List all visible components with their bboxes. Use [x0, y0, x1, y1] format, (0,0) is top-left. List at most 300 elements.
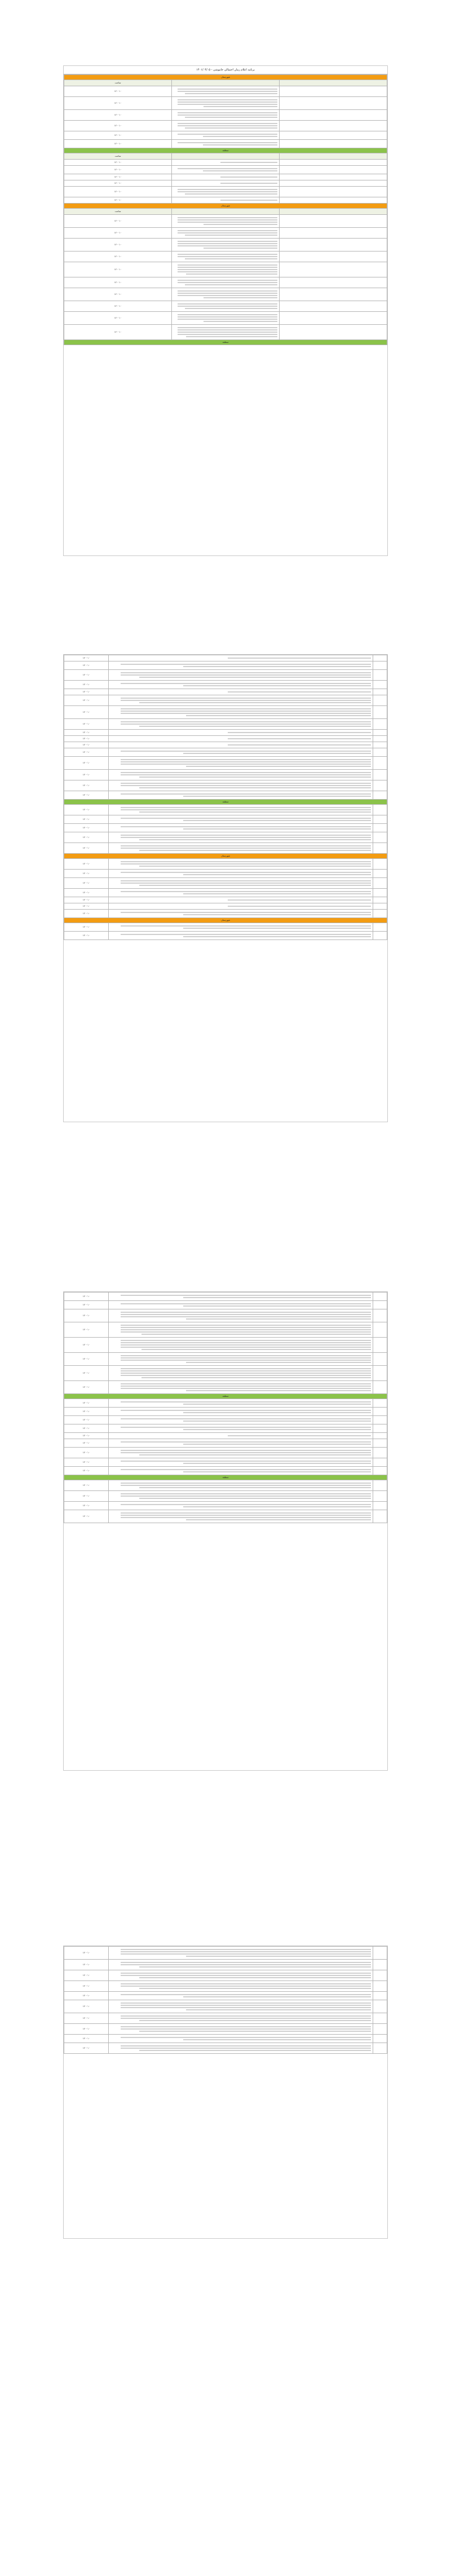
text-line	[183, 936, 371, 937]
text-line	[121, 1383, 371, 1384]
text-line	[183, 1506, 371, 1507]
col-number	[280, 80, 387, 86]
text-line	[121, 713, 371, 714]
section-header	[64, 800, 387, 805]
text-line	[121, 774, 371, 775]
row-area-text	[109, 878, 373, 889]
row-area-text	[172, 140, 280, 148]
row-time: ۱۰ - ۱۲	[64, 1448, 109, 1458]
text-line	[178, 245, 277, 246]
row-area-text	[109, 832, 373, 843]
text-line	[183, 753, 371, 754]
table-row	[64, 1510, 387, 1523]
row-area-text	[109, 1970, 373, 1981]
row-number	[373, 1947, 387, 1960]
row-time: ۱۰ - ۱۲	[64, 736, 109, 742]
text-line	[121, 1342, 371, 1343]
section-header	[64, 148, 387, 153]
text-line	[121, 883, 371, 884]
text-line	[220, 177, 277, 178]
row-time: ۱۰ - ۱۲	[64, 719, 109, 730]
row-area-text	[109, 805, 373, 815]
row-time: ۱۰ - ۱۲	[64, 1491, 109, 1502]
row-number	[373, 1381, 387, 1394]
table-row	[64, 1448, 387, 1458]
row-number	[280, 160, 387, 166]
text-line	[178, 280, 277, 281]
row-time: ۱۰ - ۱۲	[64, 174, 172, 180]
row-number	[280, 86, 387, 97]
text-line	[121, 1504, 371, 1505]
text-line	[139, 1487, 371, 1488]
table-row	[64, 187, 387, 197]
row-time: ۱۰ - ۱۲	[64, 780, 109, 791]
row-number	[280, 121, 387, 131]
text-line	[121, 1316, 371, 1317]
row-time: ۱۰ - ۱۲	[64, 1301, 109, 1309]
row-time: ۱۰ - ۱۲	[64, 695, 109, 706]
text-line	[178, 293, 277, 294]
table-row	[64, 301, 387, 312]
row-number	[373, 1992, 387, 2000]
table-row	[64, 277, 387, 288]
row-time: ۱۰ - ۱۲	[64, 1424, 109, 1433]
row-area-text	[109, 730, 373, 736]
text-line	[183, 1996, 371, 1997]
row-number	[373, 1399, 387, 1408]
text-line	[178, 99, 277, 100]
document-page-3	[63, 1291, 388, 1771]
row-time: ۱۰ - ۱۲	[64, 1992, 109, 2000]
row-area-text	[172, 197, 280, 204]
row-area-text	[172, 86, 280, 97]
text-line	[183, 666, 371, 667]
document-page-4	[63, 1946, 388, 2239]
table-row	[64, 730, 387, 736]
text-line	[178, 271, 277, 272]
row-area-text	[109, 670, 373, 681]
row-number	[373, 1366, 387, 1381]
text-line	[139, 702, 371, 703]
text-line	[178, 191, 277, 192]
text-line	[178, 89, 277, 90]
text-line	[228, 691, 371, 692]
section-header	[64, 340, 387, 345]
row-number	[280, 325, 387, 340]
text-line	[121, 818, 371, 819]
section-label: شهرستان	[64, 75, 387, 80]
table-row	[64, 1322, 387, 1338]
table-row	[64, 160, 387, 166]
text-line	[183, 1471, 371, 1472]
row-time: ۱۰ - ۱۲	[64, 655, 109, 661]
row-number	[280, 228, 387, 239]
text-line	[121, 1295, 371, 1296]
text-line	[121, 2002, 371, 2004]
text-line	[121, 891, 371, 892]
row-number	[280, 301, 387, 312]
text-line	[183, 874, 371, 875]
text-line	[121, 1515, 371, 1516]
text-line	[183, 1444, 371, 1445]
table-row	[64, 757, 387, 770]
text-line	[121, 872, 371, 873]
row-area-text	[172, 166, 280, 174]
table-row	[64, 2024, 387, 2035]
table-row	[64, 870, 387, 878]
row-time: ۱۰ - ۱۲	[64, 791, 109, 800]
document-page-2	[63, 654, 388, 1122]
text-line	[121, 880, 371, 881]
text-line	[183, 1463, 371, 1464]
row-number	[373, 889, 387, 897]
text-line	[186, 1390, 371, 1391]
text-line	[228, 658, 371, 659]
text-line	[178, 267, 277, 268]
row-number	[373, 655, 387, 661]
table-row	[64, 2043, 387, 2054]
table-row	[64, 780, 387, 791]
text-line	[121, 809, 371, 810]
text-line	[186, 766, 371, 767]
document-title: برنامه اعلام زمان احتمالی خاموشی - ۱۴۰۱/۰۴/۰۵	[64, 66, 387, 74]
row-time: ۱۰ - ۱۲	[64, 131, 172, 140]
row-area-text	[109, 923, 373, 932]
text-line	[121, 1314, 371, 1315]
row-area-text	[109, 1491, 373, 1502]
text-line	[121, 1973, 371, 1974]
text-line	[228, 906, 371, 907]
row-number	[373, 878, 387, 889]
text-line	[121, 1401, 371, 1402]
text-line	[183, 796, 371, 797]
text-line	[121, 721, 371, 722]
row-number	[373, 719, 387, 730]
text-line	[186, 1956, 371, 1957]
table-row	[64, 1960, 387, 1970]
table-row	[64, 166, 387, 174]
text-line	[121, 835, 371, 836]
table-row	[64, 180, 387, 187]
table-row	[64, 121, 387, 131]
text-line	[139, 1988, 371, 1989]
text-line	[139, 839, 371, 840]
row-area-text	[109, 681, 373, 689]
row-time: ۱۰ - ۱۲	[64, 870, 109, 878]
table-row	[64, 748, 387, 757]
text-line	[121, 1357, 371, 1358]
row-area-text	[172, 187, 280, 197]
text-line	[183, 2039, 371, 2040]
table-row	[64, 910, 387, 918]
section-label: شهرستان	[64, 854, 387, 859]
row-time: ۱۰ - ۱۲	[64, 312, 172, 325]
row-number	[373, 859, 387, 870]
row-time: ۱۰ - ۱۲	[64, 1467, 109, 1475]
row-area-text	[109, 736, 373, 742]
text-line	[121, 861, 371, 862]
text-line	[121, 724, 371, 725]
text-line	[178, 264, 277, 266]
text-line	[121, 1949, 371, 1950]
row-time: ۱۰ - ۱۲	[64, 97, 172, 110]
text-line	[203, 136, 277, 137]
row-area-text	[109, 1448, 373, 1458]
table-row	[64, 1491, 387, 1502]
col-time: ساعت	[64, 80, 172, 86]
outage-table	[64, 74, 387, 345]
text-line	[203, 144, 277, 145]
row-area-text	[172, 301, 280, 312]
row-area-text	[109, 719, 373, 730]
row-number	[280, 239, 387, 252]
table-row	[64, 859, 387, 870]
row-number	[373, 748, 387, 757]
text-line	[121, 751, 371, 752]
text-line	[178, 123, 277, 124]
text-line	[183, 685, 371, 686]
table-row	[64, 1338, 387, 1353]
row-area-text	[109, 1480, 373, 1491]
text-line	[139, 787, 371, 788]
text-line	[139, 726, 371, 727]
text-line	[183, 1421, 371, 1422]
text-line	[121, 1496, 371, 1497]
row-area-text	[109, 910, 373, 918]
row-area-text	[109, 1458, 373, 1467]
text-line	[121, 1418, 371, 1419]
row-number	[373, 1491, 387, 1502]
row-number	[373, 832, 387, 843]
row-number	[373, 757, 387, 770]
table-row	[64, 1293, 387, 1301]
table-row	[64, 706, 387, 719]
row-number	[280, 288, 387, 301]
row-area-text	[109, 2035, 373, 2043]
table-row	[64, 1970, 387, 1981]
row-number	[373, 1458, 387, 1467]
row-area-text	[109, 897, 373, 903]
row-area-text	[109, 1981, 373, 1992]
table-row	[64, 897, 387, 903]
row-number	[373, 695, 387, 706]
row-number	[373, 736, 387, 742]
text-line	[121, 1388, 371, 1389]
text-line	[121, 772, 371, 773]
row-number	[373, 843, 387, 854]
section-header	[64, 204, 387, 209]
row-time: ۱۰ - ۱۲	[64, 910, 109, 918]
table-row	[64, 174, 387, 180]
row-area-text	[109, 689, 373, 695]
text-line	[178, 254, 277, 255]
row-time: ۱۰ - ۱۲	[64, 2035, 109, 2043]
text-line	[121, 793, 371, 795]
section-header	[64, 918, 387, 923]
text-line	[228, 744, 371, 746]
row-area-text	[109, 695, 373, 706]
row-time: ۱۰ - ۱۲	[64, 742, 109, 748]
text-line	[121, 1485, 371, 1486]
column-header-row	[64, 209, 387, 215]
table-row	[64, 1981, 387, 1992]
text-line	[178, 316, 277, 317]
text-line	[186, 336, 277, 337]
col-number	[280, 153, 387, 160]
row-time: ۱۰ - ۱۲	[64, 923, 109, 932]
text-line	[178, 329, 277, 330]
text-line	[142, 1377, 371, 1378]
text-line	[121, 845, 371, 846]
row-area-text	[172, 228, 280, 239]
text-line	[139, 885, 371, 886]
text-line	[183, 1297, 371, 1298]
row-number	[373, 870, 387, 878]
row-area-text	[109, 1424, 373, 1433]
row-number	[373, 780, 387, 791]
table-row	[64, 312, 387, 325]
row-number	[373, 923, 387, 932]
table-row	[64, 932, 387, 940]
text-line	[121, 1368, 371, 1369]
row-time: ۱۰ - ۱۲	[64, 197, 172, 204]
text-line	[121, 1953, 371, 1955]
row-area-text	[109, 706, 373, 719]
text-line	[178, 334, 277, 335]
row-number	[373, 2043, 387, 2054]
row-area-text	[109, 1433, 373, 1439]
text-line	[178, 219, 277, 220]
text-line	[121, 1512, 371, 1514]
text-line	[121, 1373, 371, 1374]
row-number	[373, 730, 387, 736]
text-line	[121, 2018, 371, 2019]
row-time: ۱۰ - ۱۲	[64, 661, 109, 670]
text-line	[183, 893, 371, 894]
text-line	[121, 1951, 371, 1952]
text-line	[186, 2009, 371, 2010]
row-time: ۱۰ - ۱۲	[64, 1293, 109, 1301]
row-area-text	[109, 859, 373, 870]
row-number	[373, 910, 387, 918]
table-row	[64, 1309, 387, 1322]
text-line	[186, 1362, 371, 1363]
table-row	[64, 2035, 387, 2043]
text-line	[178, 306, 277, 307]
row-time: ۱۰ - ۱۲	[64, 757, 109, 770]
row-time: ۱۰ - ۱۲	[64, 878, 109, 889]
table-row	[64, 815, 387, 824]
text-line	[178, 319, 277, 320]
section-label: شهرستان	[64, 918, 387, 923]
row-number	[373, 815, 387, 824]
text-line	[183, 820, 371, 821]
text-line	[183, 914, 371, 915]
text-line	[121, 1347, 371, 1348]
row-area-text	[109, 1309, 373, 1322]
section-header	[64, 1394, 387, 1399]
table-row	[64, 923, 387, 932]
row-time: ۱۰ - ۱۲	[64, 325, 172, 340]
row-time: ۱۰ - ۱۲	[64, 2043, 109, 2054]
table-row	[64, 1424, 387, 1433]
row-time: ۱۰ - ۱۲	[64, 889, 109, 897]
text-line	[121, 711, 371, 712]
text-line	[121, 2028, 371, 2030]
row-number	[280, 187, 387, 197]
text-line	[121, 761, 371, 762]
text-line	[121, 783, 371, 784]
text-line	[139, 777, 371, 778]
row-time: ۱۰ - ۱۲	[64, 252, 172, 262]
table-row	[64, 791, 387, 800]
text-line	[178, 102, 277, 103]
row-area-text	[109, 1467, 373, 1475]
text-line	[139, 866, 371, 867]
row-area-text	[109, 770, 373, 780]
row-area-text	[172, 121, 280, 131]
text-line	[139, 2050, 371, 2051]
text-line	[121, 1962, 371, 1963]
row-area-text	[109, 780, 373, 791]
row-area-text	[109, 932, 373, 940]
text-line	[178, 217, 277, 218]
row-number	[373, 2000, 387, 2013]
text-line	[121, 785, 371, 786]
row-time: ۱۰ - ۱۲	[64, 730, 109, 736]
section-label: منطقه	[64, 148, 387, 153]
text-line	[204, 297, 277, 298]
table-row	[64, 239, 387, 252]
row-number	[373, 1322, 387, 1338]
row-time: ۱۰ - ۱۲	[64, 1439, 109, 1448]
row-area-text	[109, 2043, 373, 2054]
row-area-text	[109, 742, 373, 748]
text-line	[121, 698, 371, 699]
row-area-text	[172, 252, 280, 262]
table-row	[64, 824, 387, 832]
row-time: ۱۰ - ۱۲	[64, 1381, 109, 1394]
text-line	[185, 127, 277, 129]
table-row	[64, 1366, 387, 1381]
section-label: منطقه	[64, 340, 387, 345]
row-area-text	[109, 2013, 373, 2024]
row-time: ۱۰ - ۱۲	[64, 1433, 109, 1439]
text-line	[121, 1386, 371, 1387]
outage-table	[64, 655, 387, 940]
row-area-text	[109, 1366, 373, 1381]
text-line	[185, 308, 277, 309]
row-number	[373, 805, 387, 815]
col-area	[172, 209, 280, 215]
text-line	[185, 235, 277, 236]
text-line	[228, 1435, 371, 1436]
row-number	[280, 166, 387, 174]
row-area-text	[109, 1322, 373, 1338]
text-line	[178, 327, 277, 328]
row-time: ۱۰ - ۱۲	[64, 1960, 109, 1970]
row-area-text	[109, 1353, 373, 1366]
table-row	[64, 681, 387, 689]
row-area-text	[109, 1301, 373, 1309]
col-area	[172, 80, 280, 86]
row-area-text	[109, 1338, 373, 1353]
text-line	[121, 2045, 371, 2046]
text-line	[121, 1983, 371, 1984]
row-time: ۱۰ - ۱۲	[64, 166, 172, 174]
text-line	[228, 732, 371, 733]
text-line	[183, 1412, 371, 1413]
